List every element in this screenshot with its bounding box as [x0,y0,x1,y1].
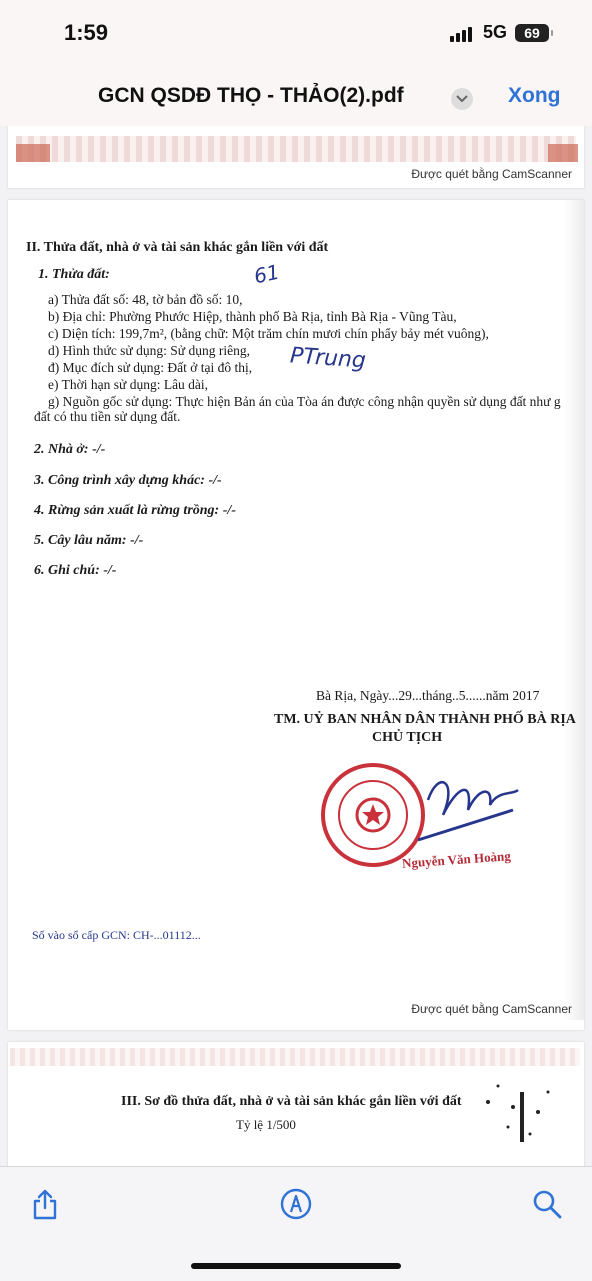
bottom-toolbar [0,1166,592,1281]
title-menu-button[interactable] [451,88,473,110]
land-line: c) Diện tích: 199,7m², (bằng chữ: Một trăm chín mươi chín phẩy bảy mét vuông), [48,326,489,341]
signer-position: CHỦ TỊCH [372,730,443,745]
markup-button[interactable] [279,1187,313,1221]
land-heading: 1. Thửa đất: [38,267,110,282]
section-iii-title: III. Sơ đồ thửa đất, nhà ở và tài sản khác gắn liền với đất [121,1094,462,1109]
place-date: Bà Rịa, Ngày...29...tháng..5......năm 2017 [316,688,540,703]
status-time: 1:59 [64,20,109,45]
issuing-authority: TM. UỶ BAN NHÂN DÂN THÀNH PHỐ BÀ RỊA [274,712,576,727]
scan-noise-icon [478,1072,568,1152]
item-forest: 4. Rừng sản xuất là rừng trồng: -/- [34,503,236,518]
land-line: g) Nguồn gốc sử dụng: Thực hiện Bản án của Tòa án được công nhận quyền sử dụng đất như g [48,394,561,409]
map-scale: Tỷ lệ 1/500 [236,1117,296,1132]
pdf-page-2 [8,200,584,1030]
handwritten-initials: PTrung [289,343,367,374]
cellular-signal-icon [450,26,476,42]
search-icon [530,1187,564,1221]
signature-icon [398,760,538,850]
done-button[interactable]: Xong [508,84,561,107]
chevron-down-icon [456,95,468,103]
scanner-caption: Được quét bằng CamScanner [411,167,572,181]
pdf-page-3 [8,1042,584,1166]
land-line: đất có thu tiền sử dụng đất. [34,409,181,424]
land-line: e) Thời hạn sử dụng: Lâu dài, [48,377,209,392]
scan-shadow [564,200,584,1020]
battery-icon: 69 [515,24,549,42]
status-bar [0,0,592,66]
ornament-left [16,144,50,162]
pdf-viewer[interactable] [0,126,592,1166]
item-house: 2. Nhà ở: -/- [34,442,106,457]
pdf-page-1 [8,126,584,188]
share-icon [28,1187,62,1221]
home-indicator[interactable] [191,1263,401,1269]
network-type: 5G [483,22,508,42]
decorative-border [16,136,576,162]
land-line: đ) Mục đích sử dụng: Đất ở tại đô thị, [48,360,253,375]
document-title[interactable]: GCN QSDĐ THỌ - THẢO(2).pdf [98,84,404,107]
markup-icon [279,1187,313,1221]
ornament-right [548,144,578,162]
registry-number: Số vào sổ cấp GCN: CH-...01112... [32,928,201,942]
item-perennial: 5. Cây lâu năm: -/- [34,533,144,548]
item-note: 6. Ghi chú: -/- [34,563,117,578]
decorative-border [10,1048,580,1066]
handwritten-number: 61 [251,259,282,289]
land-line: b) Địa chỉ: Phường Phước Hiệp, thành phố Bà Rịa, tỉnh Bà Rịa - Vũng Tàu, [48,309,457,324]
section-ii-title: II. Thửa đất, nhà ở và tài sản khác gắn liền với đất [26,240,329,255]
navigation-bar [0,66,592,126]
scanner-caption: Được quét bằng CamScanner [411,1002,572,1016]
item-construction: 3. Công trình xây dựng khác: -/- [34,473,222,488]
land-line: d) Hình thức sử dụng: Sử dụng riêng, [48,343,250,358]
signer-name: Nguyễn Văn Hoàng [401,848,512,871]
search-button[interactable] [530,1187,564,1221]
share-button[interactable] [28,1187,62,1221]
land-line: a) Thửa đất số: 48, tờ bản đồ số: 10, [48,292,243,307]
